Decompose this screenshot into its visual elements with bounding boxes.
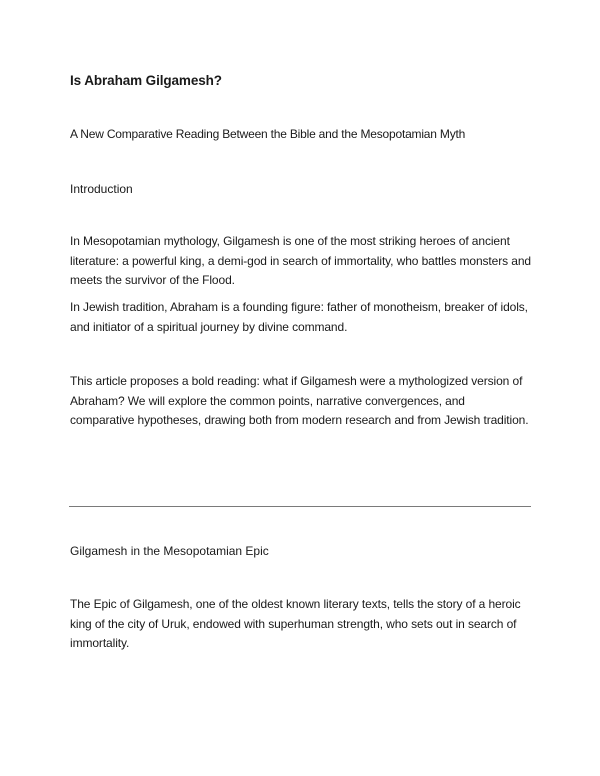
intro-paragraph-3 — [70, 372, 532, 431]
section-divider — [69, 506, 531, 507]
document-title: Is Abraham Gilgamesh? — [70, 73, 222, 88]
epic-paragraph-1 — [70, 595, 532, 654]
intro-paragraph-2 — [70, 298, 532, 337]
paragraph-text: The Epic of Gilgamesh, one of the oldest known literary texts, tells the story of a heroic king of the city of Uruk, endowed with superhuman strength, who sets out in search of immortality. — [70, 597, 521, 650]
intro-paragraph-1 — [70, 232, 532, 291]
paragraph-text: In Jewish tradition, Abraham is a founding figure: father of monotheism, breaker of idols, and initiator of a spiritual journey by divine command. — [70, 300, 528, 334]
section-heading-introduction: Introduction — [70, 182, 133, 196]
document-subtitle: A New Comparative Reading Between the Bible and the Mesopotamian Myth — [70, 127, 466, 141]
paragraph-text: This article proposes a bold reading: what if Gilgamesh were a mythologized version of Abraham? We will explore the common points, narrative convergences, and comparative hypotheses, drawing both from modern research and from Jewish tradition. — [70, 374, 529, 427]
paragraph-text: In Mesopotamian mythology, Gilgamesh is one of the most striking heroes of ancient literature: a powerful king, a demi-god in search of immortality, who battles monsters and meets the survivor of the Flood. — [70, 234, 531, 287]
section-heading-gilgamesh-epic: Gilgamesh in the Mesopotamian Epic — [70, 544, 269, 558]
